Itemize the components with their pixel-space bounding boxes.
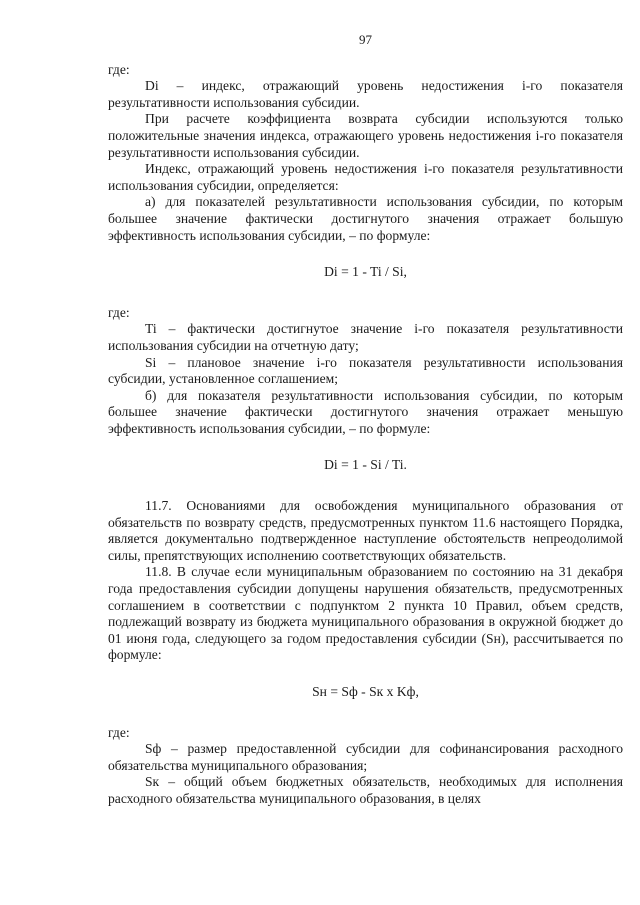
paragraph-case-b: б) для показателя результативности использования субсидии, по которым большее значение фактически достигнутого значения отражает меньшую эффективность использования субсидии, – по формуле: [108, 387, 623, 436]
text-where-1: где: [108, 61, 130, 77]
paragraph-11-8: 11.8. В случае если муниципальным образованием по состоянию на 31 декабря года предоставления субсидии допущены нарушения обязательств, предусмотренных соглашением в соответствии с подпунктом 2 пункта 10 Правил, объем средств, подлежащий возврату из бюджета муниципального образования в окружной бюджет до 01 июня года, следующего за годом предоставления субсидии (Sн), рассчитывается по формуле: [108, 564, 623, 663]
formula-di-a: Di = 1 - Ti / Si, [324, 264, 407, 280]
paragraph-si-definition: Si – плановое значение i-го показателя результативности использования субсидии, установленное соглашением; [108, 354, 623, 387]
paragraph-11-7: 11.7. Основаниями для освобождения муниципального образования от обязательств по возврату средств, предусмотренных пунктом 11.6 настоящего Порядка, является документально подтвержденное наступление обстоятельств непреодолимой силы, препятствующих исполнению соответствующих обязательств. [108, 498, 623, 563]
paragraph-ti-definition: Ti – фактически достигнутое значение i-го показателя результативности использования субсидии на отчетную дату; [108, 321, 623, 353]
paragraph-positive-values: При расчете коэффициента возврата субсидии используются только положительные значения индекса, отражающего уровень недостижения i-го показателя результативности использования субсидии. [108, 111, 623, 160]
page-number: 97 [359, 32, 372, 47]
paragraph-sk-definition: Sк – общий объем бюджетных обязательств, необходимых для исполнения расходного обязательства муниципального образования, в целях [108, 774, 623, 806]
text-where-2: где: [108, 304, 130, 320]
paragraph-case-a: а) для показателей результативности использования субсидии, по которым большее значение фактически достигнутого значения отражает большую эффективность использования субсидии, – по формуле: [108, 194, 623, 243]
paragraph-di-definition: Di – индекс, отражающий уровень недостижения i-го показателя результативности использования субсидии. [108, 78, 623, 110]
text-where-3: где: [108, 724, 130, 740]
paragraph-index-determined: Индекс, отражающий уровень недостижения i-го показателя результативности использования субсидии, определяется: [108, 161, 623, 193]
paragraph-sf-definition: Sф – размер предоставленной субсидии для софинансирования расходного обязательства муниципального образования; [108, 741, 623, 773]
formula-sn: Sн = Sф - Sк x Kф, [312, 684, 419, 699]
document-page [108, 32, 623, 808]
formula-di-b: Di = 1 - Si / Ti. [324, 457, 407, 473]
